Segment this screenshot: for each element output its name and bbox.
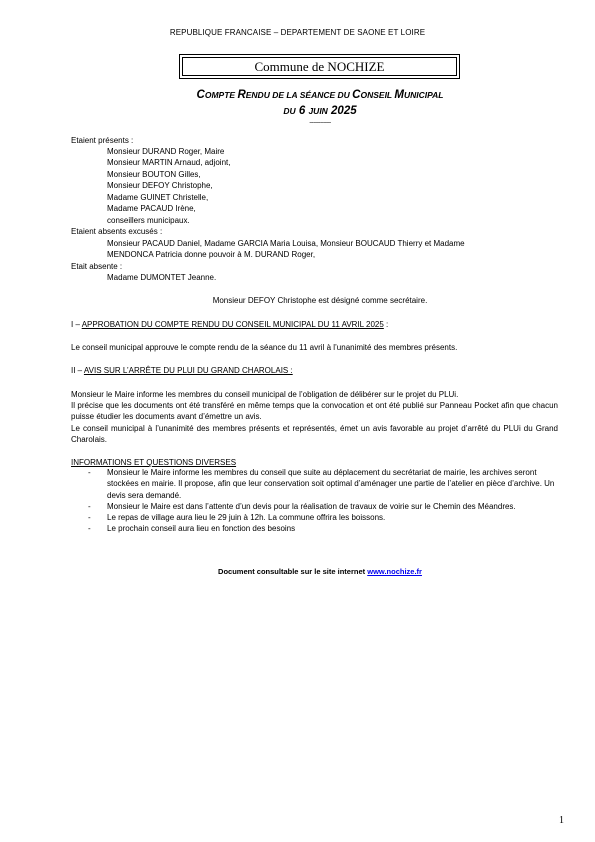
title-text-endu: ENDU DE LA SÉANCE DU (245, 90, 353, 100)
bullet-dash: - (88, 501, 91, 511)
section2-heading (71, 365, 293, 376)
list-item-text: Monsieur le Maire informe les membres du conseil que suite au déplacement du secrétariat de mairie, les archives seront stockées en mairie. Il propose, afin que leur conservation soit optimal d’aménager une partie de l’atelier en pièce d’archive. Un devis sera demandé. (107, 468, 555, 500)
section1-prefix: I – (71, 320, 82, 329)
commune-title-box (179, 54, 460, 79)
present-member: Madame GUINET Christelle, (107, 193, 209, 202)
secretary-note: Monsieur DEFOY Christophe est désigné comme secrétaire. (212, 296, 428, 305)
title-cap-c: C (196, 89, 205, 101)
present-member: Monsieur DURAND Roger, Maire (107, 147, 225, 156)
title-text-ompte: OMPTE (204, 90, 238, 100)
list-item-text: Le prochain conseil aura lieu en fonction des besoins (107, 524, 296, 534)
present-member: Madame PACAUD Irène, (107, 204, 196, 213)
title-text-onseil: ONSEIL (360, 90, 395, 100)
excused-label: Etaient absents excusés : (71, 227, 163, 236)
page-number: 1 (559, 815, 564, 826)
section1-suffix: : (383, 320, 389, 329)
list-item-text: Le repas de village aura lieu le 29 juin à 12h. La commune offrira les boissons. (107, 513, 386, 523)
section2-title: AVIS SUR L’ARRÊTE DU PLUI DU GRAND CHAROLAIS : (83, 366, 293, 375)
section1-heading (71, 319, 388, 330)
title-ornament: ~~~~~~ (309, 120, 331, 127)
excused-line: Monsieur PACAUD Daniel, Madame GARCIA Maria Louisa, Monsieur BOUCAUD Thierry et Madame (107, 239, 465, 248)
absent-member: Madame DUMONTET Jeanne. (107, 273, 217, 282)
present-label: Etaient présents : (71, 136, 134, 145)
title-cap-r: R (237, 89, 246, 101)
report-title-line2 (0, 105, 595, 117)
footer-note (0, 567, 595, 576)
title-month: JUIN (308, 106, 328, 116)
bullet-dash: - (88, 468, 91, 477)
title-du: DU (283, 106, 296, 116)
title-cap-m: M (394, 89, 404, 101)
section2-prefix: II – (71, 366, 84, 375)
list-item (88, 512, 570, 523)
present-member: conseillers municipaux. (107, 216, 190, 225)
present-member: Monsieur DEFOY Christophe, (107, 181, 213, 190)
section2-paragraph: Il précise que les documents ont été transféré en même temps que la convocation et ont été publié sur Panneau Pocket afin que chacun puisse étudier les documents avant d’émettre un avis. (71, 401, 558, 422)
section1-title: APPROBATION DU COMPTE RENDU DU CONSEIL MUNICIPAL DU 11 AVRIL 2025 (81, 320, 384, 329)
commune-title: Commune de NOCHIZE (182, 57, 457, 76)
bullet-dash: - (88, 513, 91, 523)
absent-label: Etait absente : (71, 262, 123, 271)
republic-header: REPUBLIQUE FRANCAISE – DEPARTEMENT DE SAONE ET LOIRE (169, 28, 426, 37)
section3-heading: INFORMATIONS ET QUESTIONS DIVERSES (71, 458, 237, 467)
section2-paragraph: Le conseil municipal à l’unanimité des membres présents et représentés, émet un avis favorable au projet d’arrêté du PLUi du Grand Charolais. (71, 424, 558, 445)
section1-text: Le conseil municipal approuve le compte rendu de la séance du 11 avril à l’unanimité des membres présents. (71, 343, 458, 352)
list-item (88, 501, 570, 512)
title-year: 2025 (331, 105, 357, 117)
list-item-text: Monsieur le Maire est dans l’attente d’un devis pour la réalisation de travaux de voirie sur le Chemin des Méandres. (107, 501, 516, 511)
excused-line: MENDONCA Patricia donne pouvoir à M. DURAND Roger, (107, 250, 316, 259)
title-cap-c2: C (352, 89, 361, 101)
section2-paragraph: Monsieur le Maire informe les membres du conseil municipal de l’obligation de délibérer sur le projet du PLUi. (71, 390, 459, 399)
footer-text: Document consultable sur le site internet (218, 567, 368, 576)
report-title-line1 (0, 89, 595, 101)
bullet-dash: - (88, 524, 91, 534)
website-link[interactable]: www.nochize.fr (367, 567, 422, 576)
title-text-unicipal: UNICIPAL (403, 90, 444, 100)
present-member: Monsieur BOUTON Gilles, (107, 170, 201, 179)
present-member: Monsieur MARTIN Arnaud, adjoint, (107, 158, 231, 167)
list-item (88, 523, 570, 534)
info-list (88, 467, 570, 535)
title-day: 6 (298, 105, 306, 117)
list-item (88, 467, 570, 501)
